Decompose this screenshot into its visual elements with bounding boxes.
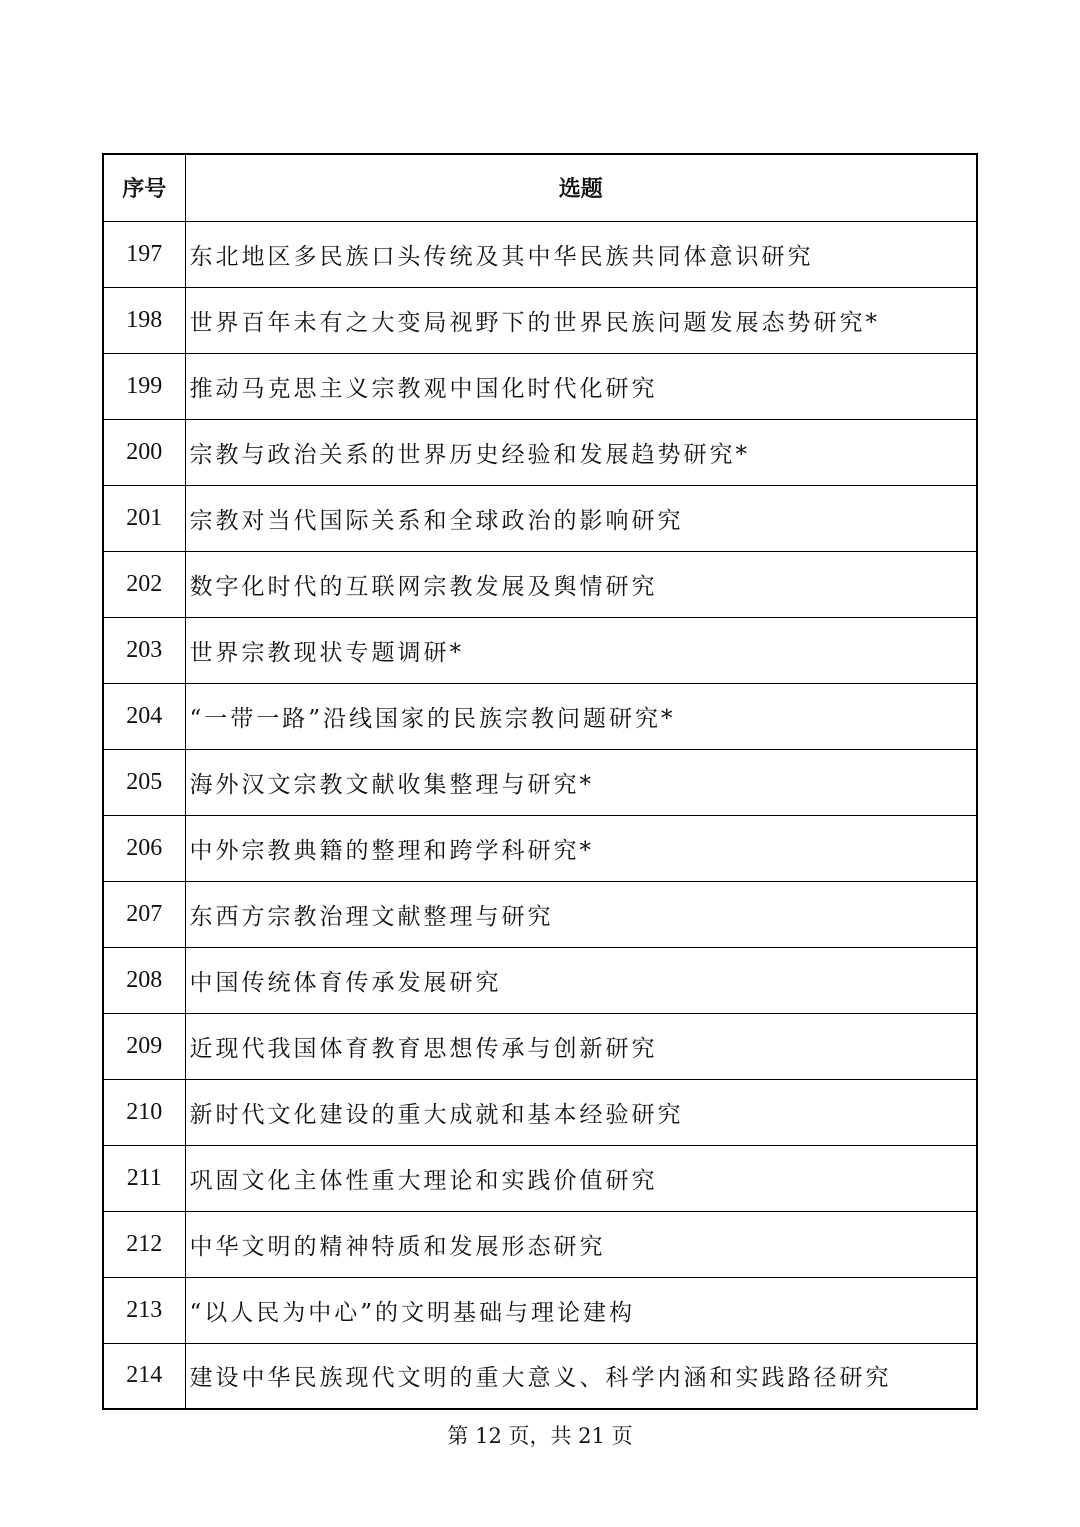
row-topic: 宗教与政治关系的世界历史经验和发展趋势研究*: [185, 419, 977, 485]
row-number: 198: [103, 287, 185, 353]
table-row: [103, 287, 977, 353]
header-topic: 选题: [185, 154, 977, 221]
row-number: 205: [103, 749, 185, 815]
table-row: [103, 1145, 977, 1211]
table-row: [103, 419, 977, 485]
table-row: [103, 1013, 977, 1079]
table-row: [103, 815, 977, 881]
row-topic: 数字化时代的互联网宗教发展及舆情研究: [185, 551, 977, 617]
header-serial-number: 序号: [103, 154, 185, 221]
table-row: [103, 881, 977, 947]
table-row: [103, 683, 977, 749]
table-row: [103, 749, 977, 815]
row-number: 206: [103, 815, 185, 881]
row-topic: 近现代我国体育教育思想传承与创新研究: [185, 1013, 977, 1079]
row-topic: 推动马克思主义宗教观中国化时代化研究: [185, 353, 977, 419]
row-number: 208: [103, 947, 185, 1013]
row-topic: 宗教对当代国际关系和全球政治的影响研究: [185, 485, 977, 551]
table-row: [103, 551, 977, 617]
row-topic: 世界百年未有之大变局视野下的世界民族问题发展态势研究*: [185, 287, 977, 353]
row-number: 197: [103, 221, 185, 287]
table-row: [103, 353, 977, 419]
table-row: [103, 1079, 977, 1145]
row-topic: 海外汉文宗教文献收集整理与研究*: [185, 749, 977, 815]
row-number: 214: [103, 1343, 185, 1409]
row-number: 212: [103, 1211, 185, 1277]
table-row: [103, 1211, 977, 1277]
table-row: [103, 617, 977, 683]
row-topic: 中国传统体育传承发展研究: [185, 947, 977, 1013]
table-row: [103, 221, 977, 287]
row-number: 201: [103, 485, 185, 551]
row-topic: “以人民为中心”的文明基础与理论建构: [185, 1277, 977, 1343]
topics-table: [102, 153, 978, 1410]
table-row: [103, 485, 977, 551]
row-topic: 东北地区多民族口头传统及其中华民族共同体意识研究: [185, 221, 977, 287]
row-number: 213: [103, 1277, 185, 1343]
row-number: 203: [103, 617, 185, 683]
row-number: 209: [103, 1013, 185, 1079]
row-number: 207: [103, 881, 185, 947]
row-topic: 中外宗教典籍的整理和跨学科研究*: [185, 815, 977, 881]
page-footer: 第 12 页，共 21 页: [447, 1424, 633, 1448]
row-number: 211: [103, 1145, 185, 1211]
row-number: 199: [103, 353, 185, 419]
table-row: [103, 1343, 977, 1409]
row-topic: 巩固文化主体性重大理论和实践价值研究: [185, 1145, 977, 1211]
row-topic: 中华文明的精神特质和发展形态研究: [185, 1211, 977, 1277]
row-number: 202: [103, 551, 185, 617]
row-topic: 世界宗教现状专题调研*: [185, 617, 977, 683]
row-number: 200: [103, 419, 185, 485]
row-number: 210: [103, 1079, 185, 1145]
row-number: 204: [103, 683, 185, 749]
row-topic: 建设中华民族现代文明的重大意义、科学内涵和实践路径研究: [185, 1343, 977, 1409]
table-body: [103, 221, 977, 1409]
row-topic: 新时代文化建设的重大成就和基本经验研究: [185, 1079, 977, 1145]
table-row: [103, 947, 977, 1013]
table-row: [103, 1277, 977, 1343]
row-topic: 东西方宗教治理文献整理与研究: [185, 881, 977, 947]
table-header-row: [103, 154, 977, 221]
row-topic: “一带一路”沿线国家的民族宗教问题研究*: [185, 683, 977, 749]
